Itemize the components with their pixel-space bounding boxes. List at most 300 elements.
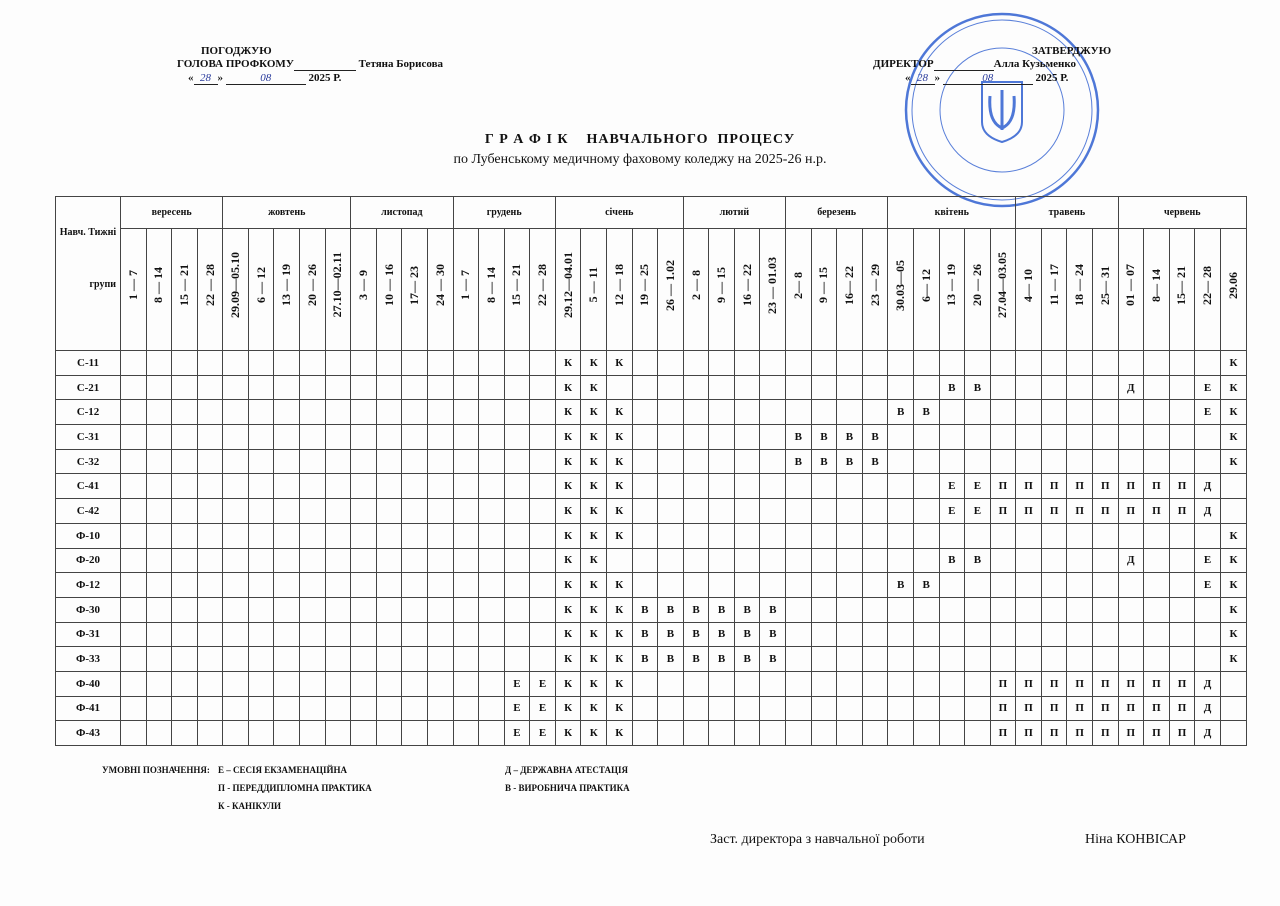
week-label: 12 — 18 [611, 264, 626, 306]
schedule-cell [734, 548, 760, 573]
schedule-cell [709, 425, 735, 450]
schedule-cell [734, 523, 760, 548]
schedule-cell [1092, 647, 1118, 672]
schedule-cell [709, 696, 735, 721]
week-label: 18 — 24 [1072, 264, 1087, 306]
schedule-cell: В [965, 375, 991, 400]
schedule-cell [223, 400, 249, 425]
schedule-cell [376, 573, 402, 598]
schedule-cell [427, 622, 453, 647]
week-header [453, 229, 479, 351]
schedule-cell [146, 573, 172, 598]
legend-v: В - ВИРОБНИЧА ПРАКТИКА [505, 783, 630, 793]
table-row [56, 696, 1247, 721]
schedule-cell [709, 474, 735, 499]
schedule-cell: В [760, 647, 786, 672]
schedule-cell [1016, 449, 1042, 474]
schedule-cell [197, 622, 223, 647]
year: 2025 Р. [308, 72, 342, 84]
schedule-cell [683, 573, 709, 598]
schedule-cell [223, 721, 249, 746]
approve-left-line2: ГОЛОВА ПРОФКОМУ [177, 58, 294, 70]
schedule-cell [658, 499, 684, 524]
schedule-cell [760, 696, 786, 721]
schedule-cell [325, 523, 351, 548]
schedule-cell [146, 523, 172, 548]
schedule-cell [1144, 573, 1170, 598]
schedule-cell [479, 671, 505, 696]
schedule-cell [1144, 375, 1170, 400]
schedule-cell [709, 523, 735, 548]
approve-left-name: Тетяна Борисова [358, 58, 444, 70]
schedule-cell [121, 474, 147, 499]
month-header: листопад [351, 197, 453, 229]
schedule-cell [223, 647, 249, 672]
week-label: 20 — 26 [304, 264, 319, 306]
schedule-cell [376, 647, 402, 672]
schedule-cell [990, 622, 1016, 647]
schedule-cell [351, 351, 377, 376]
schedule-cell [453, 425, 479, 450]
schedule-cell [351, 375, 377, 400]
week-label: 24 — 30 [432, 264, 447, 306]
group-name: Ф-30 [56, 597, 121, 622]
schedule-cell: К [606, 597, 632, 622]
schedule-cell [504, 647, 530, 672]
schedule-cell [1092, 523, 1118, 548]
week-label: 2 — 8 [688, 270, 703, 300]
schedule-cell [504, 597, 530, 622]
schedule-cell: П [1169, 671, 1195, 696]
schedule-cell [1169, 351, 1195, 376]
schedule-cell [325, 425, 351, 450]
schedule-cell [862, 721, 888, 746]
group-name: Ф-33 [56, 647, 121, 672]
schedule-cell [248, 721, 274, 746]
schedule-cell [402, 351, 428, 376]
schedule-cell [1144, 449, 1170, 474]
schedule-cell: К [555, 696, 581, 721]
schedule-cell [453, 597, 479, 622]
schedule-cell [1041, 597, 1067, 622]
week-label: 6— 12 [918, 268, 933, 302]
schedule-cell [504, 474, 530, 499]
schedule-cell [811, 375, 837, 400]
week-label: 16 — 22 [739, 264, 754, 306]
schedule-cell [939, 351, 965, 376]
schedule-cell: К [555, 400, 581, 425]
schedule-cell: В [837, 425, 863, 450]
schedule-cell [658, 351, 684, 376]
schedule-cell [146, 351, 172, 376]
week-label: 8 — 14 [483, 267, 498, 303]
schedule-cell [504, 622, 530, 647]
table-row [56, 499, 1247, 524]
schedule-cell: П [990, 474, 1016, 499]
schedule-cell [479, 647, 505, 672]
schedule-cell [427, 499, 453, 524]
schedule-cell [479, 351, 505, 376]
schedule-cell [453, 573, 479, 598]
schedule-cell: К [1220, 597, 1246, 622]
schedule-cell [530, 597, 556, 622]
legend-e: Е – СЕСІЯ ЕКЗАМЕНАЦІЙНА [218, 765, 348, 775]
schedule-cell [121, 523, 147, 548]
week-label: 27.10—02.11 [330, 252, 345, 318]
schedule-cell: К [1220, 351, 1246, 376]
schedule-cell [172, 375, 198, 400]
schedule-cell [1144, 597, 1170, 622]
schedule-cell [632, 696, 658, 721]
corner-groups-label: групи [89, 279, 116, 290]
schedule-cell [197, 474, 223, 499]
schedule-cell [274, 622, 300, 647]
schedule-cell [1220, 474, 1246, 499]
schedule-cell [1016, 622, 1042, 647]
schedule-cell [734, 425, 760, 450]
schedule-cell [913, 548, 939, 573]
schedule-cell [300, 499, 326, 524]
week-header [197, 229, 223, 351]
schedule-cell: В [734, 647, 760, 672]
week-header [1041, 229, 1067, 351]
schedule-cell [530, 400, 556, 425]
schedule-cell [197, 647, 223, 672]
schedule-cell [965, 573, 991, 598]
table-row [56, 721, 1247, 746]
schedule-cell [1169, 449, 1195, 474]
schedule-cell [913, 375, 939, 400]
group-name: Ф-43 [56, 721, 121, 746]
schedule-cell: Е [1195, 573, 1221, 598]
schedule-cell [734, 449, 760, 474]
week-label: 11 — 17 [1046, 264, 1061, 306]
schedule-cell [939, 671, 965, 696]
schedule-cell [760, 474, 786, 499]
schedule-cell: П [1067, 499, 1093, 524]
schedule-cell [837, 400, 863, 425]
schedule-cell [325, 671, 351, 696]
schedule-cell [709, 375, 735, 400]
schedule-cell [146, 474, 172, 499]
schedule-cell [990, 400, 1016, 425]
schedule-table [55, 196, 1247, 746]
schedule-cell [197, 425, 223, 450]
legend-p: П - ПЕРЕДДИПЛОМНА ПРАКТИКА [218, 783, 372, 793]
group-name: Ф-31 [56, 622, 121, 647]
week-label: 15 — 21 [176, 264, 191, 306]
schedule-cell [1041, 647, 1067, 672]
schedule-cell [402, 375, 428, 400]
month: 08 [943, 72, 1033, 85]
schedule-cell [274, 671, 300, 696]
schedule-cell [1067, 573, 1093, 598]
schedule-cell [402, 573, 428, 598]
schedule-cell: П [1118, 474, 1144, 499]
schedule-cell [376, 425, 402, 450]
schedule-cell [479, 548, 505, 573]
schedule-cell [1067, 449, 1093, 474]
day: 28 [911, 72, 935, 85]
schedule-cell: Е [965, 474, 991, 499]
schedule-cell [939, 425, 965, 450]
schedule-cell [658, 523, 684, 548]
schedule-cell: К [555, 523, 581, 548]
schedule-cell [300, 548, 326, 573]
schedule-cell: В [862, 449, 888, 474]
schedule-cell [504, 523, 530, 548]
schedule-cell [376, 523, 402, 548]
schedule-cell [1220, 696, 1246, 721]
schedule-cell: К [606, 696, 632, 721]
schedule-cell [223, 696, 249, 721]
schedule-cell [376, 474, 402, 499]
schedule-cell: П [1041, 671, 1067, 696]
schedule-cell [223, 474, 249, 499]
schedule-cell: К [606, 499, 632, 524]
schedule-cell: Е [504, 721, 530, 746]
schedule-cell [146, 721, 172, 746]
schedule-cell [862, 647, 888, 672]
schedule-cell [325, 400, 351, 425]
schedule-cell [504, 548, 530, 573]
schedule-cell [223, 573, 249, 598]
table-row [56, 449, 1247, 474]
schedule-cell [351, 400, 377, 425]
schedule-cell: К [606, 573, 632, 598]
schedule-cell [530, 622, 556, 647]
schedule-cell: В [786, 449, 812, 474]
schedule-cell: К [581, 622, 607, 647]
schedule-cell [504, 573, 530, 598]
schedule-cell [632, 375, 658, 400]
schedule-cell [248, 425, 274, 450]
schedule-cell: К [555, 425, 581, 450]
schedule-cell: К [1220, 573, 1246, 598]
schedule-cell [1144, 351, 1170, 376]
week-header [1016, 229, 1042, 351]
schedule-cell [351, 523, 377, 548]
schedule-cell [1144, 548, 1170, 573]
schedule-cell [223, 499, 249, 524]
schedule-cell [683, 425, 709, 450]
schedule-cell [146, 597, 172, 622]
schedule-cell [223, 523, 249, 548]
schedule-cell: П [1118, 696, 1144, 721]
schedule-cell [402, 647, 428, 672]
schedule-cell [197, 351, 223, 376]
schedule-cell [760, 425, 786, 450]
week-label: 30.03—05 [893, 259, 908, 311]
week-label: 22— 28 [1200, 265, 1215, 305]
schedule-cell: К [606, 474, 632, 499]
schedule-cell [709, 671, 735, 696]
schedule-cell [888, 499, 914, 524]
week-header [351, 229, 377, 351]
schedule-cell [530, 351, 556, 376]
schedule-cell: К [581, 425, 607, 450]
schedule-cell [1016, 548, 1042, 573]
schedule-cell [683, 721, 709, 746]
schedule-cell [121, 400, 147, 425]
schedule-cell [1067, 597, 1093, 622]
schedule-cell [683, 351, 709, 376]
schedule-cell: Е [530, 671, 556, 696]
schedule-cell [121, 622, 147, 647]
schedule-cell [121, 375, 147, 400]
schedule-cell: П [1092, 721, 1118, 746]
schedule-cell: Е [530, 696, 556, 721]
schedule-cell [197, 400, 223, 425]
schedule-cell [760, 573, 786, 598]
schedule-cell [300, 671, 326, 696]
schedule-cell [734, 696, 760, 721]
approve-right-line1: ЗАТВЕРДЖУЮ [1032, 45, 1112, 57]
schedule-cell [325, 622, 351, 647]
schedule-cell: К [581, 400, 607, 425]
schedule-cell [1220, 499, 1246, 524]
week-label: 10 — 16 [381, 264, 396, 306]
month-header: жовтень [223, 197, 351, 229]
schedule-cell [504, 351, 530, 376]
schedule-cell [479, 375, 505, 400]
schedule-cell [811, 696, 837, 721]
schedule-cell [837, 499, 863, 524]
schedule-cell [939, 523, 965, 548]
schedule-cell [427, 425, 453, 450]
schedule-cell [300, 647, 326, 672]
schedule-cell [376, 375, 402, 400]
schedule-cell [530, 573, 556, 598]
schedule-cell [274, 573, 300, 598]
schedule-cell [811, 548, 837, 573]
schedule-cell [351, 474, 377, 499]
schedule-cell: К [581, 696, 607, 721]
schedule-cell [172, 499, 198, 524]
schedule-cell [1144, 647, 1170, 672]
schedule-cell [300, 597, 326, 622]
schedule-cell [965, 696, 991, 721]
schedule-cell [939, 597, 965, 622]
schedule-cell: Д [1118, 548, 1144, 573]
week-label: 29.06 [1225, 271, 1240, 299]
schedule-cell [683, 400, 709, 425]
week-label: 29.12—04.01 [560, 252, 575, 318]
week-header [223, 229, 249, 351]
schedule-cell [351, 425, 377, 450]
schedule-cell [1041, 622, 1067, 647]
schedule-cell [530, 474, 556, 499]
schedule-cell [197, 548, 223, 573]
schedule-cell [1041, 523, 1067, 548]
schedule-cell: Е [1195, 375, 1221, 400]
schedule-cell [146, 425, 172, 450]
schedule-cell: В [709, 622, 735, 647]
schedule-cell: К [555, 721, 581, 746]
schedule-cell [121, 548, 147, 573]
schedule-cell: К [581, 671, 607, 696]
schedule-cell [1067, 351, 1093, 376]
schedule-cell: К [555, 597, 581, 622]
schedule-cell [1118, 647, 1144, 672]
schedule-cell: Д [1195, 721, 1221, 746]
schedule-cell [709, 400, 735, 425]
week-header [939, 229, 965, 351]
schedule-cell [1016, 597, 1042, 622]
schedule-cell [811, 523, 837, 548]
schedule-cell [402, 721, 428, 746]
schedule-cell [300, 474, 326, 499]
schedule-cell [223, 671, 249, 696]
schedule-cell [274, 375, 300, 400]
schedule-cell [274, 721, 300, 746]
schedule-cell: П [1144, 474, 1170, 499]
schedule-cell: К [581, 499, 607, 524]
schedule-cell [709, 548, 735, 573]
schedule-cell: К [581, 375, 607, 400]
schedule-cell [248, 647, 274, 672]
schedule-cell: К [581, 548, 607, 573]
schedule-cell [888, 622, 914, 647]
schedule-cell: Е [965, 499, 991, 524]
schedule-cell: К [581, 573, 607, 598]
schedule-cell [837, 696, 863, 721]
month-header: січень [555, 197, 683, 229]
schedule-cell [172, 597, 198, 622]
schedule-cell: П [1144, 499, 1170, 524]
schedule-cell: К [581, 523, 607, 548]
approve-left-date: « 28 » 08 2025 Р. [188, 72, 342, 84]
schedule-cell [300, 573, 326, 598]
schedule-cell [530, 499, 556, 524]
week-header [274, 229, 300, 351]
schedule-cell [197, 696, 223, 721]
schedule-cell [837, 721, 863, 746]
week-label: 8 — 14 [151, 267, 166, 303]
schedule-cell [913, 647, 939, 672]
schedule-cell [786, 400, 812, 425]
schedule-cell: К [555, 548, 581, 573]
table-row [56, 647, 1247, 672]
schedule-cell: К [606, 400, 632, 425]
schedule-cell [990, 449, 1016, 474]
schedule-cell: П [1041, 474, 1067, 499]
schedule-cell [811, 400, 837, 425]
schedule-cell [965, 647, 991, 672]
schedule-cell [274, 351, 300, 376]
schedule-cell [888, 696, 914, 721]
schedule-cell [1067, 400, 1093, 425]
week-label: 23 — 01.03 [765, 256, 780, 314]
schedule-cell: П [1092, 671, 1118, 696]
schedule-cell [811, 622, 837, 647]
schedule-cell [1118, 425, 1144, 450]
schedule-cell [427, 474, 453, 499]
schedule-cell [274, 449, 300, 474]
schedule-cell [837, 548, 863, 573]
schedule-cell [325, 647, 351, 672]
schedule-cell [351, 647, 377, 672]
schedule-cell [300, 425, 326, 450]
schedule-cell [913, 425, 939, 450]
schedule-cell [1067, 375, 1093, 400]
schedule-cell [888, 425, 914, 450]
schedule-cell [888, 647, 914, 672]
schedule-cell: В [965, 548, 991, 573]
schedule-cell [172, 573, 198, 598]
schedule-cell [1169, 597, 1195, 622]
schedule-cell: К [1220, 375, 1246, 400]
